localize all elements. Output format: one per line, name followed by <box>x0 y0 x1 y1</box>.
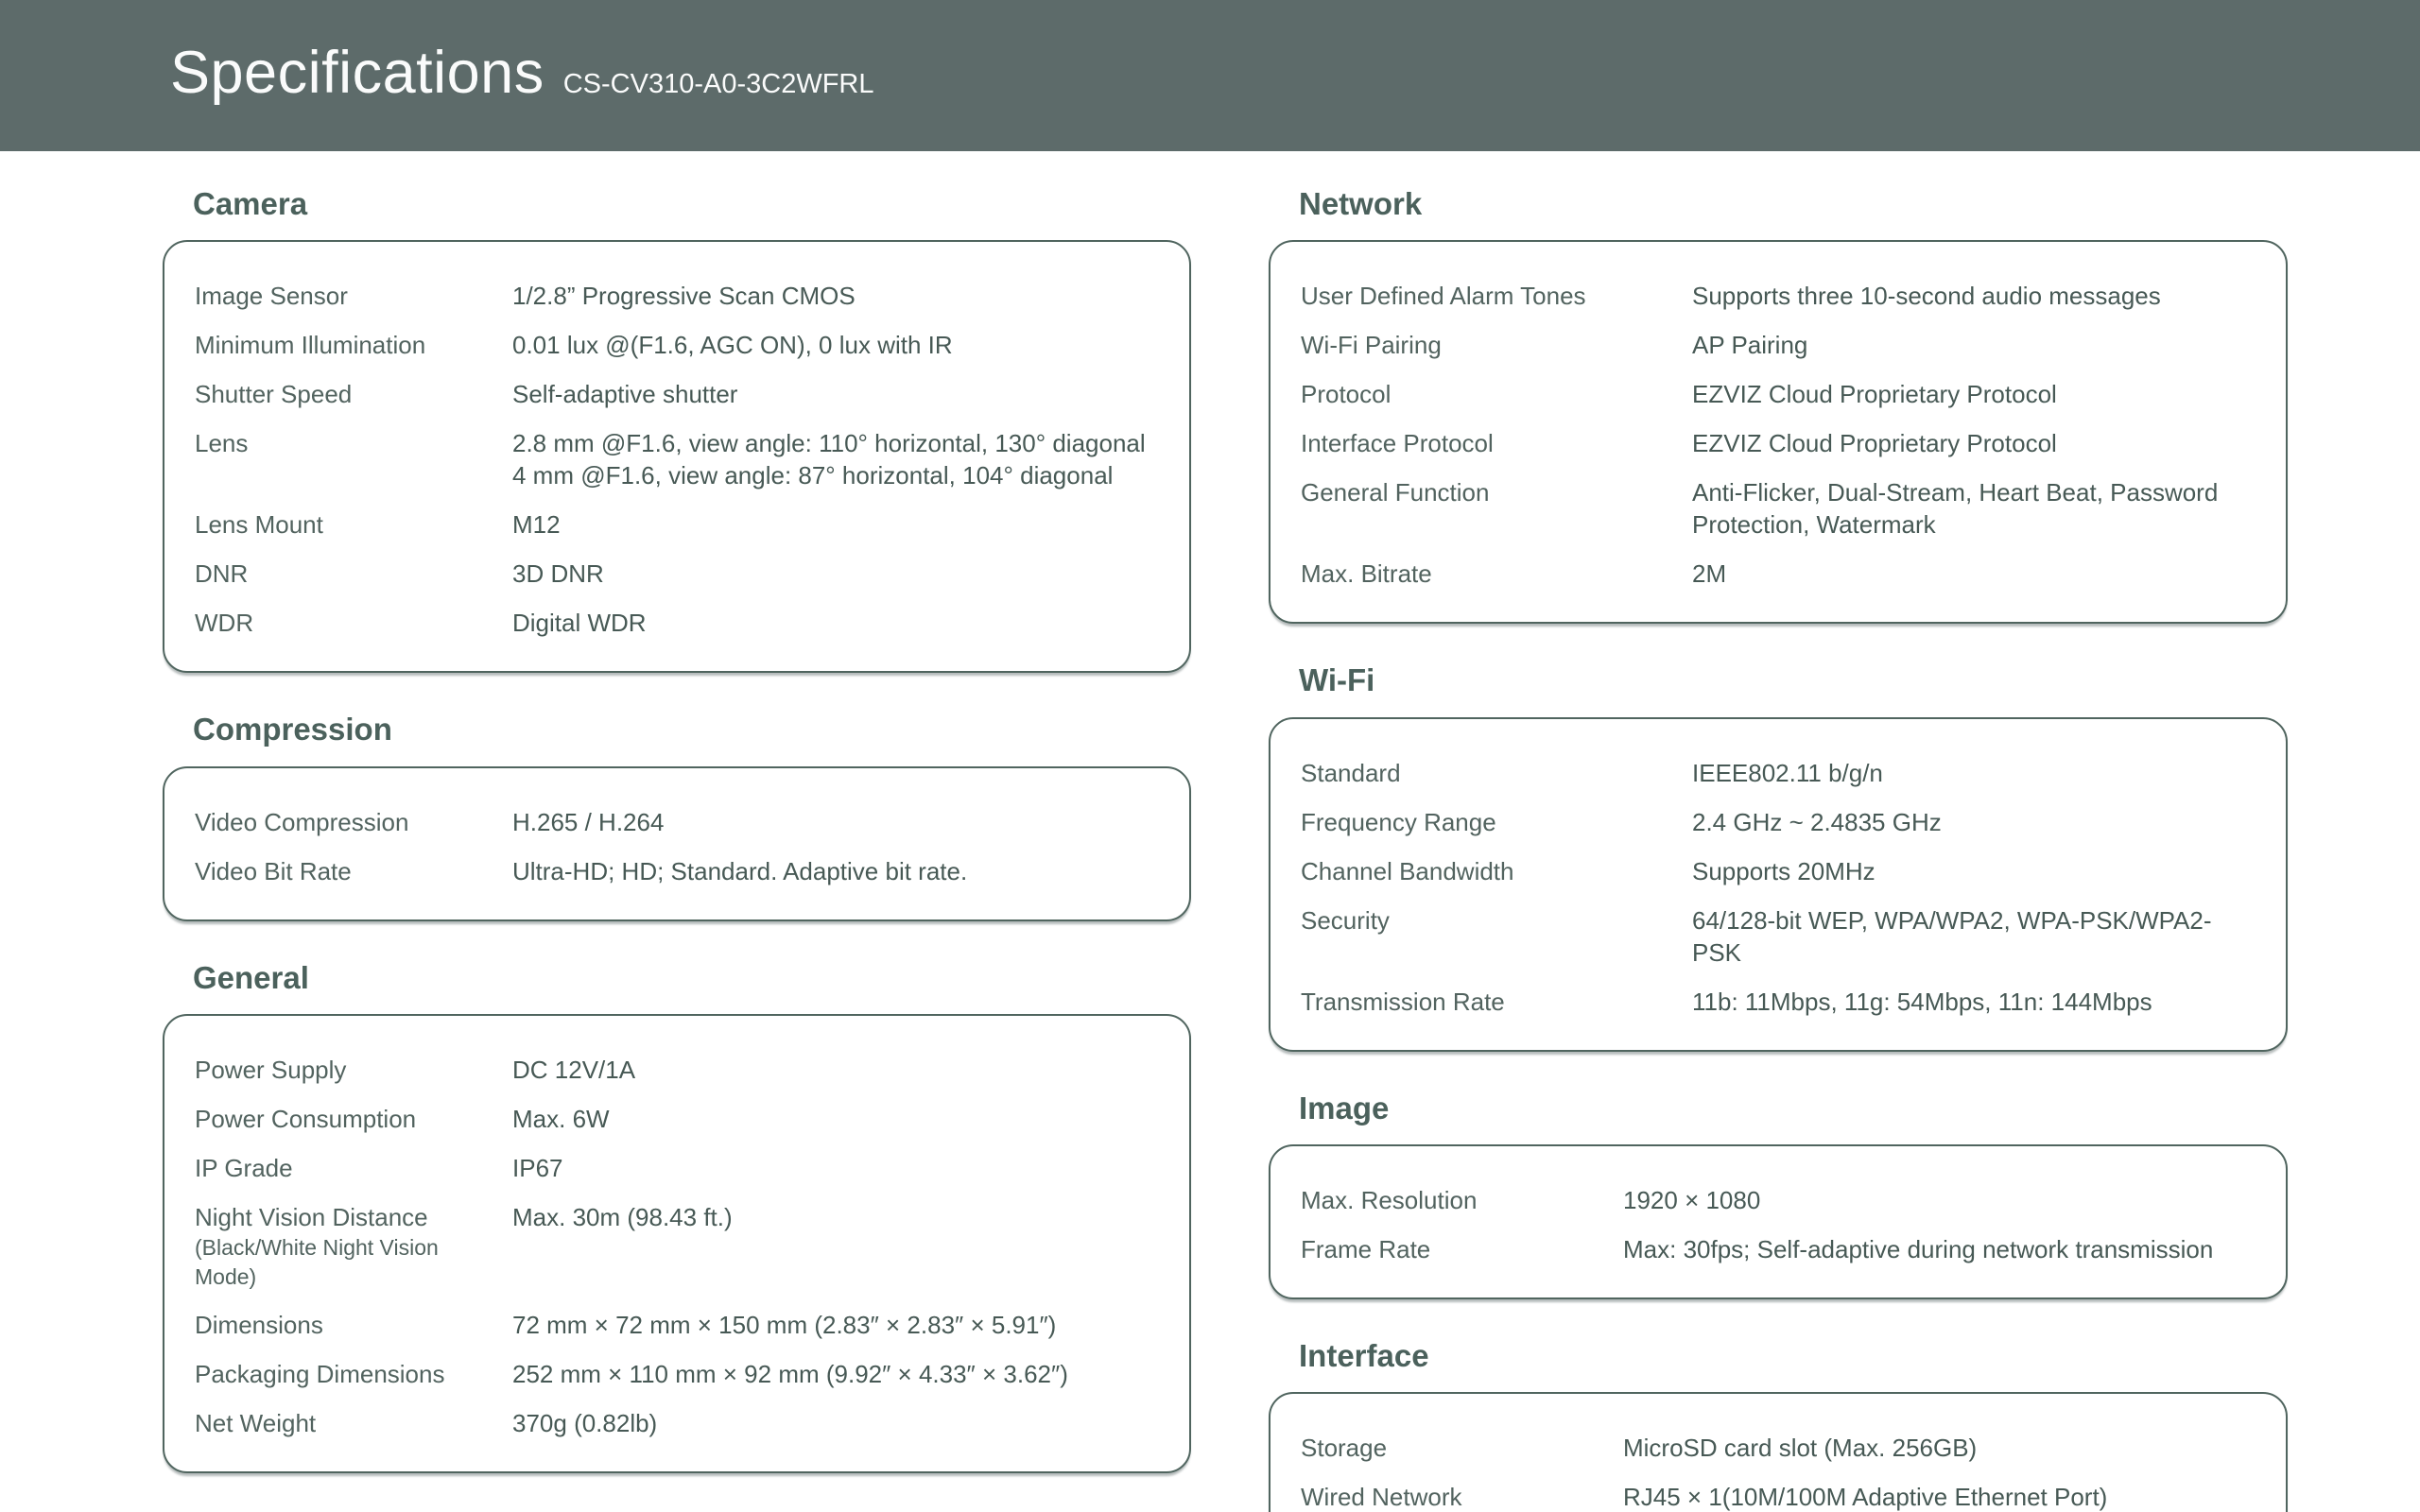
right-column <box>1269 187 2288 1512</box>
page-title: Specifications <box>170 40 544 106</box>
spec-value: M12 <box>512 510 561 540</box>
spec-value: Self-adaptive shutter <box>512 380 738 409</box>
spec-row <box>1301 427 2252 459</box>
spec-row <box>195 806 1155 838</box>
page-header <box>0 0 2420 151</box>
section-general <box>163 961 1191 1473</box>
spec-label: Transmission Rate <box>1301 987 1505 1016</box>
spec-row <box>1301 855 2252 887</box>
spec-label: Video Compression <box>195 807 409 836</box>
section-network <box>1269 187 2288 624</box>
spec-label: IP Grade <box>195 1153 293 1182</box>
content <box>0 151 2420 1512</box>
spec-label: Packaging Dimensions <box>195 1359 445 1388</box>
spec-value: EZVIZ Cloud Proprietary Protocol <box>1692 429 2057 458</box>
spec-value: DC 12V/1A <box>512 1055 636 1084</box>
spec-value: Ultra-HD; HD; Standard. Adaptive bit rate. <box>512 856 968 885</box>
spec-card-wi-fi <box>1269 717 2288 1052</box>
spec-row <box>1301 1432 2252 1464</box>
spec-card-interface <box>1269 1392 2288 1512</box>
section-title-image: Image <box>1299 1090 1390 1125</box>
spec-value: 252 mm × 110 mm × 92 mm (9.92″ × 4.33″ × 3.62″) <box>512 1359 1068 1388</box>
spec-value: 0.01 lux @(F1.6, AGC ON), 0 lux with IR <box>512 331 953 360</box>
spec-card-general <box>163 1014 1191 1473</box>
spec-row <box>195 1201 1155 1292</box>
spec-row <box>1301 476 2252 541</box>
spec-value: AP Pairing <box>1692 331 1808 360</box>
spec-label: Video Bit Rate <box>195 856 352 885</box>
spec-label: Wi-Fi Pairing <box>1301 331 1442 360</box>
spec-value: Max: 30fps; Self-adaptive during network transmission <box>1623 1234 2214 1263</box>
spec-row <box>1301 1233 2252 1265</box>
spec-row <box>1301 806 2252 838</box>
section-compression <box>163 713 1191 920</box>
spec-row <box>1301 986 2252 1018</box>
spec-value: EZVIZ Cloud Proprietary Protocol <box>1692 380 2057 409</box>
spec-label: Frame Rate <box>1301 1234 1431 1263</box>
spec-card-compression <box>163 766 1191 921</box>
spec-label: Interface Protocol <box>1301 429 1494 458</box>
model-number: CS-CV310-A0-3C2WFRL <box>562 69 874 99</box>
spec-label: Lens Mount <box>195 510 323 540</box>
spec-value: 11b: 11Mbps, 11g: 54Mbps, 11n: 144Mbps <box>1692 987 2152 1016</box>
spec-value: Anti-Flicker, Dual-Stream, Heart Beat, Password Protection, Watermark <box>1692 478 2219 540</box>
spec-value: MicroSD card slot (Max. 256GB) <box>1623 1434 1978 1463</box>
spec-card-network <box>1269 240 2288 624</box>
spec-row <box>195 378 1155 410</box>
spec-row <box>1301 378 2252 410</box>
spec-row <box>195 280 1155 312</box>
left-column <box>163 187 1191 1512</box>
spec-value: IEEE802.11 b/g/n <box>1692 758 1883 787</box>
spec-value: Supports three 10-second audio messages <box>1692 282 2161 311</box>
spec-row <box>195 427 1155 491</box>
spec-label: Channel Bandwidth <box>1301 856 1514 885</box>
spec-label: WDR <box>195 609 254 638</box>
spec-label: Security <box>1301 905 1390 935</box>
spec-label: Power Consumption <box>195 1104 417 1133</box>
spec-card-image <box>1269 1144 2288 1299</box>
section-image <box>1269 1091 2288 1299</box>
spec-value: RJ45 × 1(10M/100M Adaptive Ethernet Port) <box>1623 1483 2108 1512</box>
spec-value: 72 mm × 72 mm × 150 mm (2.83″ × 2.83″ × 5.91″) <box>512 1310 1057 1339</box>
spec-row <box>195 508 1155 541</box>
section-title-general: General <box>193 959 309 995</box>
spec-row <box>195 855 1155 887</box>
spec-label: User Defined Alarm Tones <box>1301 282 1586 311</box>
spec-row <box>1301 558 2252 590</box>
spec-row <box>195 558 1155 590</box>
spec-row <box>1301 329 2252 361</box>
spec-label: Wired Network <box>1301 1483 1462 1512</box>
spec-row <box>195 1152 1155 1184</box>
spec-value: 3D DNR <box>512 559 604 589</box>
spec-label: Minimum Illumination <box>195 331 426 360</box>
spec-label: Max. Resolution <box>1301 1185 1478 1214</box>
spec-row <box>195 1407 1155 1439</box>
section-title-camera: Camera <box>193 186 308 221</box>
spec-label: Max. Bitrate <box>1301 559 1432 589</box>
section-title-network: Network <box>1299 186 1423 221</box>
spec-value: Digital WDR <box>512 609 647 638</box>
spec-label: Lens <box>195 429 249 458</box>
spec-row <box>195 329 1155 361</box>
spec-label: Dimensions <box>195 1310 323 1339</box>
spec-value: Supports 20MHz <box>1692 856 1876 885</box>
spec-label: Frequency Range <box>1301 807 1496 836</box>
spec-value: 1/2.8” Progressive Scan CMOS <box>512 282 856 311</box>
spec-label: DNR <box>195 559 249 589</box>
spec-row <box>1301 1184 2252 1216</box>
section-camera <box>163 187 1191 673</box>
spec-label: Image Sensor <box>195 282 348 311</box>
header-title-group <box>170 0 874 106</box>
spec-sublabel: (Black/White Night Vision Mode) <box>195 1234 439 1289</box>
spec-label: Standard <box>1301 758 1401 787</box>
spec-value: Max. 6W <box>512 1104 610 1133</box>
section-wi-fi <box>1269 663 2288 1051</box>
spec-value: IP67 <box>512 1153 563 1182</box>
spec-row <box>195 607 1155 639</box>
spec-row <box>1301 1481 2252 1512</box>
spec-label: General Function <box>1301 478 1490 507</box>
spec-row <box>1301 757 2252 789</box>
spec-value: Max. 30m (98.43 ft.) <box>512 1202 733 1231</box>
spec-value: 370g (0.82lb) <box>512 1408 658 1437</box>
spec-value <box>512 427 1155 491</box>
spec-value: 2M <box>1692 559 1727 589</box>
spec-label: Shutter Speed <box>195 380 353 409</box>
spec-label: Protocol <box>1301 380 1392 409</box>
spec-row <box>1301 280 2252 312</box>
spec-label: Night Vision Distance (Black/White Night Vision Mode) <box>195 1201 512 1292</box>
spec-value-line: 2.8 mm @F1.6, view angle: 110° horizontal, 130° diagonal <box>512 429 1146 458</box>
section-title-interface: Interface <box>1299 1337 1429 1373</box>
spec-row <box>195 1309 1155 1341</box>
spec-value: 2.4 GHz ~ 2.4835 GHz <box>1692 807 1942 836</box>
spec-row <box>1301 904 2252 969</box>
spec-value: 1920 × 1080 <box>1623 1185 1761 1214</box>
spec-value: H.265 / H.264 <box>512 807 665 836</box>
spec-row <box>195 1054 1155 1086</box>
spec-value: 64/128-bit WEP, WPA/WPA2, WPA-PSK/WPA2-PSK <box>1692 905 2212 967</box>
section-title-compression: Compression <box>193 712 392 747</box>
section-interface <box>1269 1339 2288 1512</box>
spec-label: Storage <box>1301 1434 1388 1463</box>
spec-row <box>195 1103 1155 1135</box>
spec-row <box>195 1358 1155 1390</box>
spec-label: Power Supply <box>195 1055 347 1084</box>
spec-card-camera <box>163 240 1191 673</box>
section-title-wi-fi: Wi-Fi <box>1299 662 1375 698</box>
spec-value-line: 4 mm @F1.6, view angle: 87° horizontal, 104° diagonal <box>512 461 1114 490</box>
spec-label: Net Weight <box>195 1408 317 1437</box>
